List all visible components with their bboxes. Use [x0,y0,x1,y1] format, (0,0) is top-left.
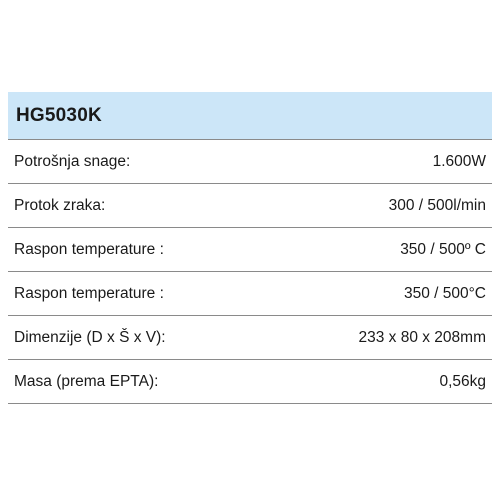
spec-label: Protok zraka: [14,196,106,214]
model-name: HG5030K [16,104,102,126]
spec-value: 233 x 80 x 208mm [358,328,486,346]
spec-row-dimensions [8,316,492,360]
spec-label: Masa (prema EPTA): [14,372,159,390]
spec-row-temperature-range [8,228,492,272]
spec-label: Raspon temperature : [14,284,164,302]
spec-label: Raspon temperature : [14,240,164,258]
spec-value: 0,56kg [439,372,486,390]
spec-value: 350 / 500º C [400,240,486,258]
table-header [8,92,492,140]
spec-value: 300 / 500l/min [388,196,486,214]
spec-label: Potrošnja snage: [14,152,131,170]
spec-row-airflow [8,184,492,228]
spec-value: 350 / 500°C [403,284,486,302]
spec-table [8,92,492,404]
spec-row-temperature-range-alt [8,272,492,316]
spec-row-weight [8,360,492,404]
spec-label: Dimenzije (D x Š x V): [14,328,166,346]
spec-value: 1.600W [432,152,486,170]
spec-row-power [8,140,492,184]
